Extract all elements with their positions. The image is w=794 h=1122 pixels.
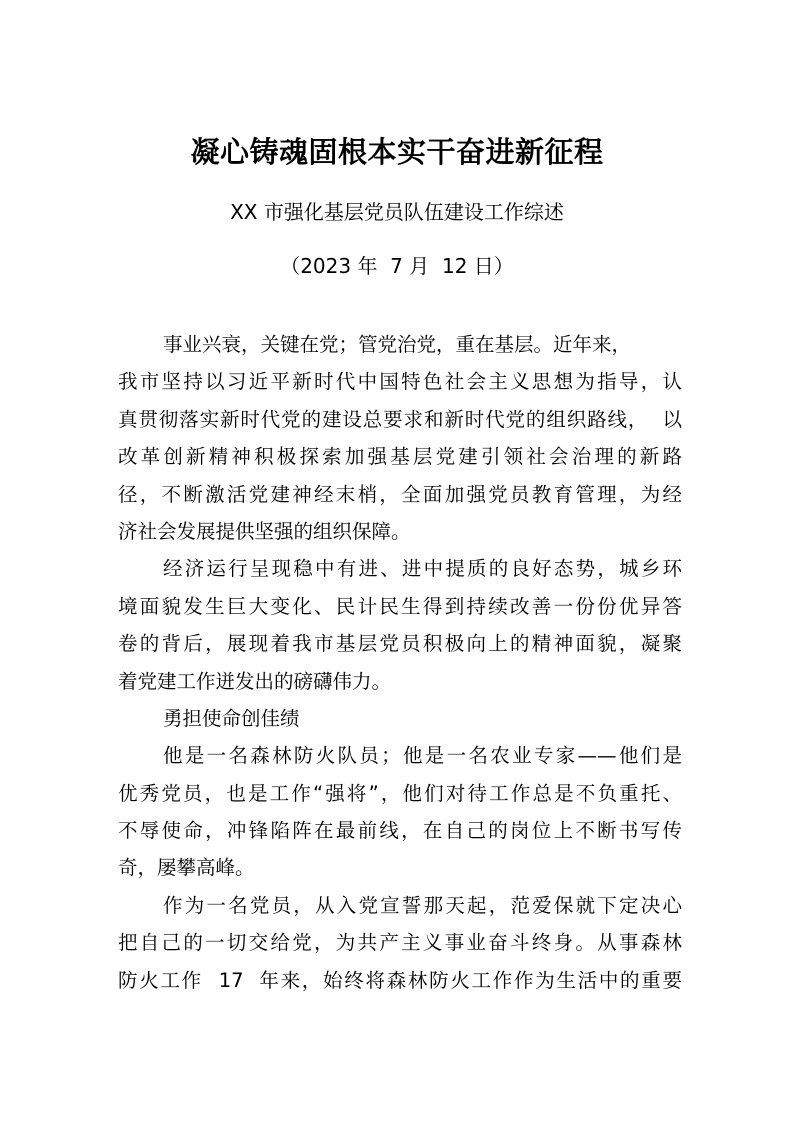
paragraph-line: 经济运行呈现稳中有进、进中提质的良好态势，城乡环 xyxy=(163,557,682,581)
paragraph-line: 奇，屡攀高峰。 xyxy=(118,856,255,880)
document-subtitle: XX 市强化基层党员队伍建设工作综述 xyxy=(230,200,564,224)
paragraph-line: 不辱使命，冲锋陷阵在最前线，在自己的岗位上不断书写传 xyxy=(118,819,682,843)
paragraph-line: 径，不断激活党建神经末梢，全面加强党员教育管理，为经 xyxy=(118,482,682,506)
paragraph-line: 改革创新精神积极探索加强基层党建引领社会治理的新路 xyxy=(118,445,682,469)
paragraph-line: 防火工作 17 年来，始终将森林防火工作作为生活中的重要 xyxy=(118,968,682,992)
paragraph-line: 真贯彻落实新时代党的建设总要求和新时代党的组织路线， 以 xyxy=(118,407,682,431)
paragraph-line: 把自己的一切交给党，为共产主义事业奋斗终身。从事森林 xyxy=(118,931,682,955)
paragraph-line: 境面貌发生巨大变化、民计民生得到持续改善一份份优异答 xyxy=(118,594,682,618)
paragraph-line: 他是一名森林防火队员；他是一名农业专家——他们是 xyxy=(163,744,682,768)
document-body xyxy=(118,326,682,999)
paragraph-line: 我市坚持以习近平新时代中国特色社会主义思想为指导，认 xyxy=(118,370,682,394)
paragraph-line: 优秀党员，也是工作“强将”，他们对待工作总是不负重托、 xyxy=(118,781,682,805)
paragraph-line: 作为一名党员，从入党宣誓那天起，范爱保就下定决心 xyxy=(163,893,682,917)
document-date: （2023 年 7 月 12 日） xyxy=(280,254,514,278)
section-heading: 勇担使命创佳绩 xyxy=(163,706,300,730)
paragraph-line: 济社会发展提供坚强的组织保障。 xyxy=(118,519,411,543)
paragraph-line: 事业兴衰，关键在党；管党治党，重在基层。近年来， xyxy=(163,333,632,356)
paragraph-line: 着党建工作迸发出的磅礴伟力。 xyxy=(118,669,392,693)
document-title: 凝心铸魂固根本实干奋进新征程 xyxy=(190,135,604,169)
paragraph-line: 卷的背后，展现着我市基层党员积极向上的精神面貌，凝聚 xyxy=(118,632,682,656)
